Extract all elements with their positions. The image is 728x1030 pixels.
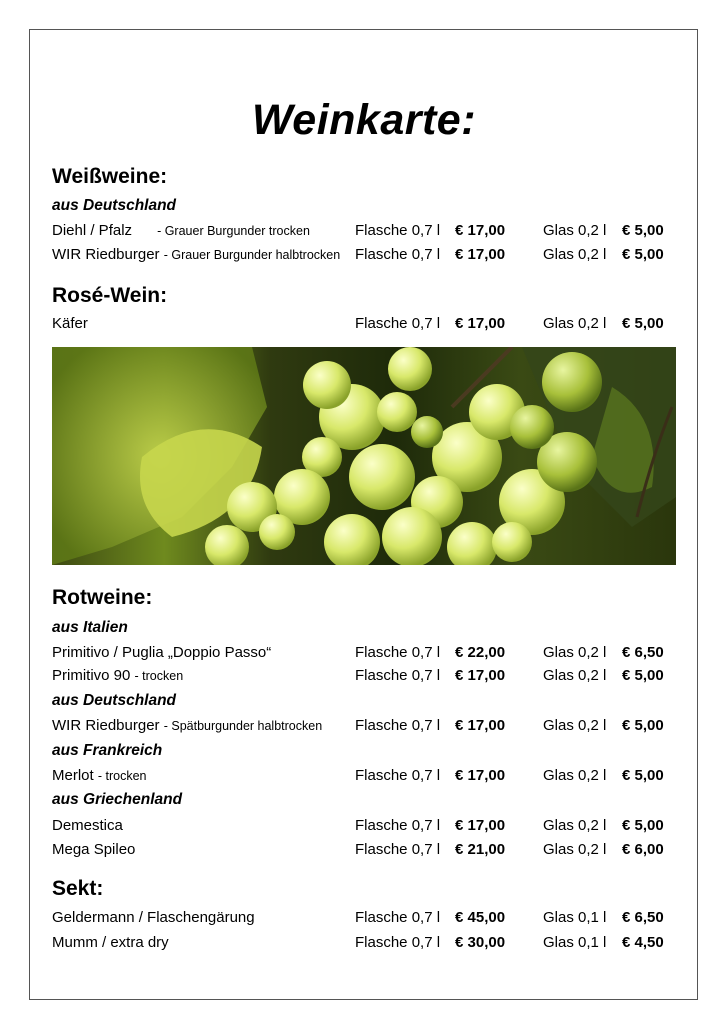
- bottle-price: € 30,00: [455, 934, 506, 951]
- wine-row: [52, 817, 672, 837]
- wine-row: [52, 644, 672, 664]
- glass-size: Glas 0,2 l: [543, 717, 607, 734]
- wine-name: WIR Riedburger - Spätburgunder halbtrocken: [52, 717, 323, 734]
- region-label-germany: aus Deutschland: [52, 197, 177, 214]
- bottle-price: € 17,00: [455, 767, 506, 784]
- bottle-size: Flasche 0,7 l: [355, 222, 441, 239]
- wine-name: Mumm / extra dry: [52, 934, 169, 951]
- section-heading-rose-wine: Rosé-Wein:: [52, 284, 168, 307]
- bottle-price: € 45,00: [455, 909, 506, 926]
- bottle-size: Flasche 0,7 l: [355, 717, 441, 734]
- bottle-size: Flasche 0,7 l: [355, 767, 441, 784]
- glass-price: € 6,50: [622, 909, 664, 926]
- bottle-price: € 17,00: [455, 246, 506, 263]
- bottle-price: € 17,00: [455, 222, 506, 239]
- bottle-price: € 17,00: [455, 817, 506, 834]
- white-grapes-photo: [52, 347, 676, 565]
- glass-size: Glas 0,1 l: [543, 909, 607, 926]
- bottle-size: Flasche 0,7 l: [355, 817, 441, 834]
- bottle-size: Flasche 0,7 l: [355, 841, 441, 858]
- glass-price: € 6,00: [622, 841, 664, 858]
- bottle-size: Flasche 0,7 l: [355, 246, 441, 263]
- glass-price: € 5,00: [622, 315, 664, 332]
- bottle-size: Flasche 0,7 l: [355, 909, 441, 926]
- wine-row: [52, 717, 672, 737]
- section-heading-red-wine: Rotweine:: [52, 586, 153, 609]
- glass-size: Glas 0,2 l: [543, 315, 607, 332]
- wine-row: [52, 934, 672, 954]
- wine-name: WIR Riedburger - Grauer Burgunder halbtrocken: [52, 246, 341, 263]
- bottle-size: Flasche 0,7 l: [355, 667, 441, 684]
- wine-name: Käfer: [52, 315, 88, 332]
- glass-size: Glas 0,2 l: [543, 246, 607, 263]
- glass-price: € 4,50: [622, 934, 664, 951]
- glass-price: € 5,00: [622, 717, 664, 734]
- bottle-price: € 17,00: [455, 667, 506, 684]
- region-label-germany: aus Deutschland: [52, 692, 177, 709]
- glass-size: Glas 0,2 l: [543, 767, 607, 784]
- wine-row: [52, 667, 672, 687]
- wine-name: Geldermann / Flaschengärung: [52, 909, 255, 926]
- wine-row: [52, 909, 672, 929]
- wine-name: Diehl / Pfalz - Grauer Burgunder trocken: [52, 222, 310, 239]
- section-heading-sparkling-wine: Sekt:: [52, 877, 104, 900]
- glass-price: € 5,00: [622, 246, 664, 263]
- page-title: Weinkarte:: [251, 96, 477, 144]
- wine-name: Primitivo 90 - trocken: [52, 667, 184, 684]
- wine-name: Merlot - trocken: [52, 767, 147, 784]
- wine-row: [52, 246, 672, 266]
- wine-row: [52, 841, 672, 861]
- glass-size: Glas 0,2 l: [543, 817, 607, 834]
- bottle-price: € 17,00: [455, 315, 506, 332]
- section-heading-white-wine: Weißweine:: [52, 165, 168, 188]
- bottle-price: € 17,00: [455, 717, 506, 734]
- wine-name: Demestica: [52, 817, 123, 834]
- wine-row: [52, 315, 672, 335]
- glass-size: Glas 0,2 l: [543, 644, 607, 661]
- region-label-france: aus Frankreich: [52, 742, 163, 759]
- bottle-size: Flasche 0,7 l: [355, 644, 441, 661]
- bottle-size: Flasche 0,7 l: [355, 315, 441, 332]
- glass-price: € 6,50: [622, 644, 664, 661]
- glass-size: Glas 0,2 l: [543, 667, 607, 684]
- glass-size: Glas 0,2 l: [543, 841, 607, 858]
- wine-row: [52, 767, 672, 787]
- bottle-size: Flasche 0,7 l: [355, 934, 441, 951]
- wine-name: Mega Spileo: [52, 841, 136, 858]
- bottle-price: € 21,00: [455, 841, 506, 858]
- glass-size: Glas 0,2 l: [543, 222, 607, 239]
- glass-price: € 5,00: [622, 222, 664, 239]
- glass-price: € 5,00: [622, 767, 664, 784]
- glass-size: Glas 0,1 l: [543, 934, 607, 951]
- bottle-price: € 22,00: [455, 644, 506, 661]
- region-label-italy: aus Italien: [52, 619, 128, 636]
- wine-name: Primitivo / Puglia „Doppio Passo“: [52, 644, 272, 661]
- region-label-greece: aus Griechenland: [52, 791, 183, 808]
- wine-row: [52, 222, 672, 242]
- glass-price: € 5,00: [622, 817, 664, 834]
- glass-price: € 5,00: [622, 667, 664, 684]
